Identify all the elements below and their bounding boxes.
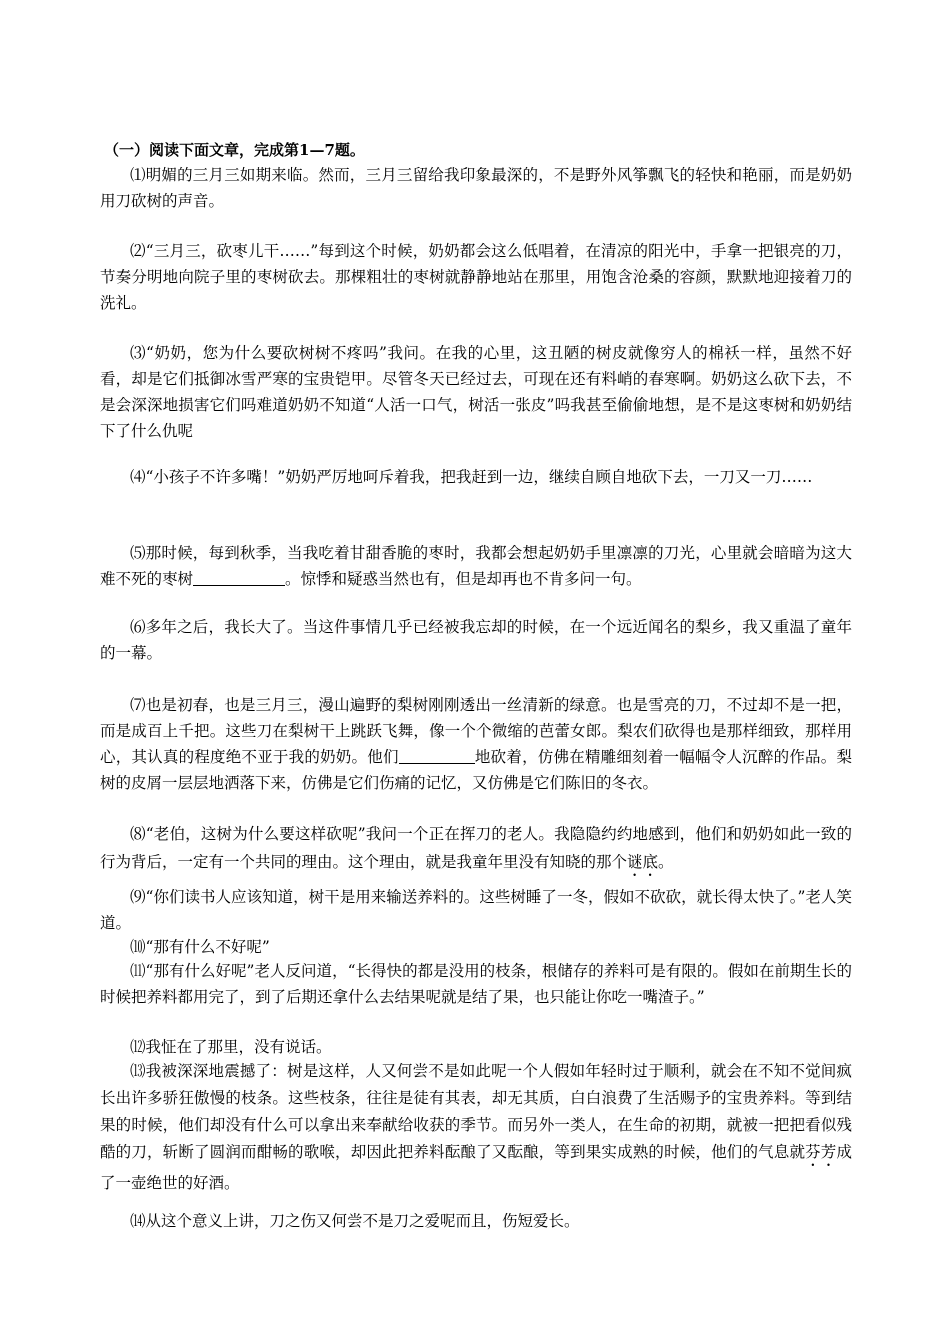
paragraph-13-text-c: 成了一壶绝世的好酒。 <box>100 1143 852 1192</box>
paragraph-2-text: ⑵“三月三，砍枣儿干……”每到这个时候，奶奶都会这么低唱着，在清凉的阳光中，手拿一把银亮的刀，节奏分明地向院子里的枣树砍去。那棵粗壮的枣树就静静地站在那里，用饱含沧桑的容颜，默默地迎接着刀的洗礼。 <box>100 242 852 312</box>
paragraph-2 <box>100 238 852 316</box>
paragraph-1-text: ⑴明媚的三月三如期来临。然而，三月三留给我印象最深的，不是野外风筝飘飞的轻快和艳丽，而是奶奶用刀砍树的声音。 <box>100 166 852 210</box>
answer-blank-1[interactable] <box>193 569 285 586</box>
answer-blank-2[interactable] <box>399 747 475 764</box>
paragraph-8 <box>100 820 852 880</box>
paragraph-5-text-a: ⑸那时候，每到秋季，当我吃着甘甜香脆的枣时，我都会想起奶奶手里凛凛的刀光，心里就会暗暗为这大难不死的枣树 <box>100 544 852 588</box>
paragraph-6 <box>100 614 852 666</box>
paragraph-12-text: ⑿我怔在了那里，没有说话。 <box>130 1038 332 1056</box>
paragraph-10-text: ⑽“那有什么不好呢” <box>130 938 270 956</box>
paragraph-8-text-a: ⑻“老伯，这树为什么要这样砍呢”我问一个正在挥刀的老人。我隐隐约约地感到，他们和奶奶如此一致的行为背后，一定有一个共同的理由。这个理由，就是我童年里没有知晓的那个 <box>100 825 852 871</box>
paragraph-9 <box>100 884 852 936</box>
paragraph-11 <box>100 958 852 1010</box>
paragraph-7-text-b: 地砍着，仿佛在精雕细刻着一幅幅令人沉醉的作品。梨树的皮屑一层层地洒落下来，仿佛是它们伤痛的记忆，又仿佛是它们陈旧的冬衣。 <box>100 748 852 792</box>
paragraph-10 <box>100 934 852 960</box>
paragraph-1 <box>100 162 852 214</box>
paragraph-4-text: ⑷“小孩子不许多嘴！”奶奶严厉地呵斥着我，把我赶到一边，继续自顾自地砍下去，一刀又一刀…… <box>130 468 813 486</box>
paragraph-5-text-b: 。惊悸和疑惑当然也有，但是却再也不肯多问一句。 <box>285 570 642 588</box>
section-heading: （一）阅读下面文章，完成第1—7题。 <box>104 141 365 159</box>
paragraph-12 <box>100 1034 852 1060</box>
paragraph-9-text: ⑼“你们读书人应该知道，树干是用来输送养料的。这些树睡了一冬，假如不砍砍，就长得太快了。”老人笑道。 <box>100 888 852 932</box>
paragraph-7 <box>100 692 852 796</box>
emphasized-word-fragrance: 芬芳 <box>805 1143 837 1161</box>
paragraph-3-text: ⑶“奶奶，您为什么要砍树树不疼吗”我问。在我的心里，这丑陋的树皮就像穷人的棉袄一样，虽然不好看，却是它们抵御冰雪严寒的宝贵铠甲。尽管冬天已经过去，可现在还有料峭的春寒啊。奶奶这么砍下去，不是会深深地损害它们吗难道奶奶不知道“人活一口气，树活一张皮”吗我甚至偷偷地想，是不是这枣树和奶奶结下了什么仇呢 <box>100 344 852 440</box>
paragraph-13-text-a: ⒀我被深深地震撼了：树是这样，人又何尝不是如此呢一个人假如年轻时过于顺利，就会在不知不觉间疯长出许多骄狂傲慢的枝条。这些枝条，往往是徒有其表，却无其质，白白浪费了生活赐予的宝贵养料。等到结果的时候，他们却没有什么可以拿出来奉献给收获的季节。而另外一类人，在生命的初期，就被一把把看似残酷的刀，斩断了圆润而酣畅的歌喉，却因此把养料酝酿了又酝酿，等到果实成熟的时候，他们的气息就 <box>100 1062 852 1161</box>
paragraph-11-text: ⑾“那有什么好呢”老人反问道，“长得快的都是没用的枝条，根储存的养料可是有限的。假如在前期生长的时候把养料都用完了，到了后期还拿什么去结果呢就是结了果，也只能让你吃一嘴渣子。” <box>100 962 852 1006</box>
paragraph-4 <box>100 464 852 490</box>
paragraph-5 <box>100 540 852 592</box>
paragraph-8-text-c: 。 <box>658 853 674 871</box>
paragraph-6-text: ⑹多年之后，我长大了。当这件事情几乎已经被我忘却的时候，在一个远近闻名的梨乡，我又重温了童年的一幕。 <box>100 618 852 662</box>
paragraph-14 <box>100 1208 852 1234</box>
paragraph-14-text: ⒁从这个意义上讲，刀之伤又何尝不是刀之爱呢而且，伤短爱长。 <box>130 1212 580 1230</box>
paragraph-13 <box>100 1058 852 1197</box>
paragraph-3 <box>100 340 852 444</box>
emphasized-word-mystery: 谜底 <box>627 853 659 871</box>
paragraph-7-text-a: ⑺也是初春，也是三月三，漫山遍野的梨树刚刚透出一丝清新的绿意。也是雪亮的刀，不过却不是一把，而是成百上千把。这些刀在梨树干上跳跃飞舞，像一个个微缩的芭蕾女郎。梨农们砍得也是那样细致，那样用心，其认真的程度绝不亚于我的奶奶。他们 <box>100 696 852 766</box>
